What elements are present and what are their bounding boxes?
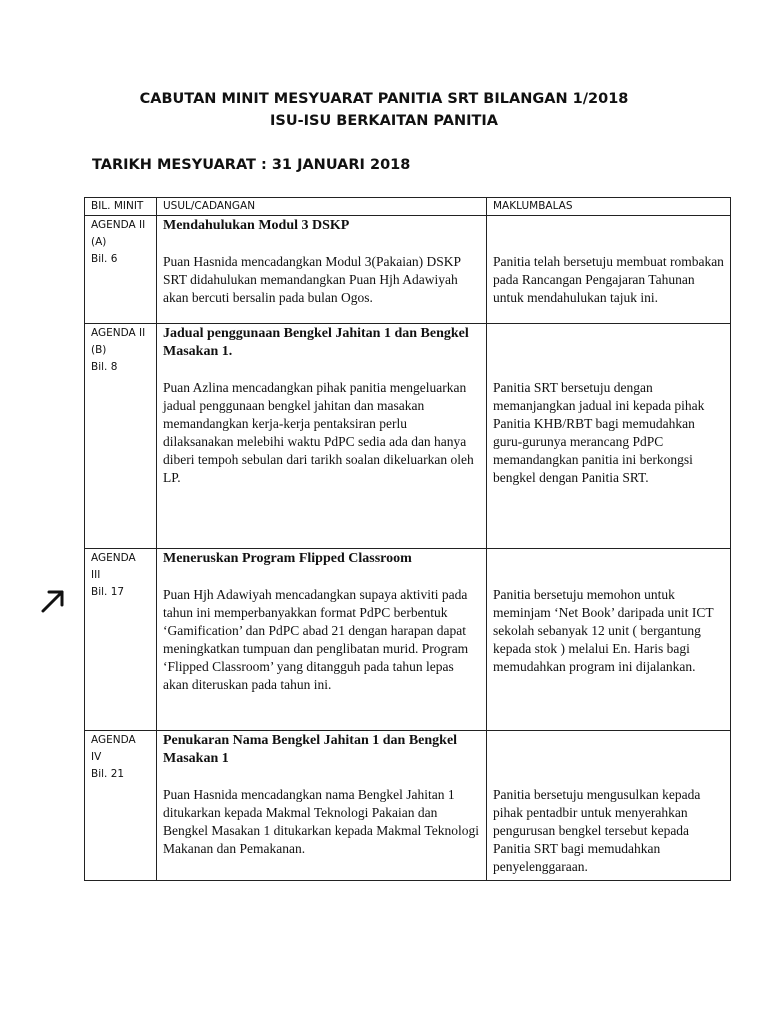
proposal-text: Puan Hasnida mencadangkan nama Bengkel Jahitan 1 ditukarkan kepada Makmal Teknologi Pakaian dan Bengkel Masakan 1 ditukarkan kepada Makmal Teknologi Makanan dan Pemakanan. bbox=[163, 787, 479, 856]
response-text: Panitia bersetuju memohon untuk meminjam ‘Net Book’ daripada unit ICT sekolah sebanyak 12 unit ( bergantung kepada stok ) melalui En. Haris bagi memudahkan program ini dijalankan. bbox=[493, 587, 714, 674]
table-row bbox=[85, 324, 731, 549]
minute-number-cell bbox=[85, 549, 157, 731]
response-text: Panitia bersetuju mengusulkan kepada pihak pentadbir untuk menyerahkan pengurusan bengkel tersebut kepada Panitia SRT bagi memudahkan penyelenggaraan. bbox=[493, 787, 701, 874]
proposal-cell bbox=[157, 549, 487, 731]
document-subtitle: ISU-ISU BERKAITAN PANITIA bbox=[270, 113, 498, 129]
document-title: CABUTAN MINIT MESYUARAT PANITIA SRT BILANGAN 1/2018 bbox=[139, 91, 629, 107]
minute-number-cell bbox=[85, 324, 157, 549]
meeting-date: TARIKH MESYUARAT : 31 JANUARI 2018 bbox=[92, 157, 411, 173]
column-header-response: MAKLUMBALAS bbox=[487, 198, 731, 216]
proposal-text: Puan Hjh Adawiyah mencadangkan supaya aktiviti pada tahun ini memperbanyakkan format PdPC berbentuk ‘Gamification’ dan PdPC abad 21 dengan harapan dapat meningkatkan tumpuan dan penglibatan murid. Program ‘Flipped Classroom’ yang ditangguh pada tahun lepas akan diteruskan pada tahun ini. bbox=[163, 587, 469, 692]
response-cell bbox=[487, 731, 731, 881]
minute-number: AGENDA II (A) Bil. 6 bbox=[91, 219, 146, 265]
proposal-cell bbox=[157, 324, 487, 549]
arrow-up-right-icon bbox=[38, 586, 68, 616]
column-header-bil: BIL. MINIT bbox=[85, 198, 157, 216]
table-row bbox=[85, 549, 731, 731]
minute-number-cell bbox=[85, 216, 157, 324]
response-cell bbox=[487, 324, 731, 549]
response-cell bbox=[487, 549, 731, 731]
minutes-table bbox=[84, 197, 731, 881]
response-cell bbox=[487, 216, 731, 324]
response-text: Panitia telah bersetuju membuat rombakan pada Rancangan Pengajaran Tahunan untuk mendahulukan tajuk ini. bbox=[493, 254, 724, 305]
proposal-text: Puan Hasnida mencadangkan Modul 3(Pakaian) DSKP SRT didahulukan memandangkan Puan Hjh Adawiyah akan bercuti bersalin pada bulan Ogos. bbox=[163, 254, 461, 305]
table-header-row bbox=[85, 198, 731, 216]
response-text: Panitia SRT bersetuju dengan memanjangkan jadual ini kepada pihak Panitia KHB/RBT bagi memudahkan guru-gurunya merancang PdPC memandangkan panitia ini berkongsi bengkel dengan Panitia SRT. bbox=[493, 380, 705, 485]
minute-number: AGENDA III Bil. 17 bbox=[91, 552, 136, 598]
minute-number-cell bbox=[85, 731, 157, 881]
table-row bbox=[85, 216, 731, 324]
table-row bbox=[85, 731, 731, 881]
item-title: Penukaran Nama Bengkel Jahitan 1 dan Bengkel Masakan 1 bbox=[163, 733, 458, 766]
item-title: Mendahulukan Modul 3 DSKP bbox=[163, 218, 350, 233]
item-title: Meneruskan Program Flipped Classroom bbox=[163, 551, 412, 566]
minute-number: AGENDA IV Bil. 21 bbox=[91, 734, 136, 780]
proposal-cell bbox=[157, 216, 487, 324]
minute-number: AGENDA II (B) Bil. 8 bbox=[91, 327, 146, 373]
column-header-proposal: USUL/CADANGAN bbox=[157, 198, 487, 216]
item-title: Jadual penggunaan Bengkel Jahitan 1 dan Bengkel Masakan 1. bbox=[163, 326, 469, 359]
proposal-cell bbox=[157, 731, 487, 881]
proposal-text: Puan Azlina mencadangkan pihak panitia mengeluarkan jadual penggunaan bengkel jahitan dan masakan memandangkan kerja-kerja pentaksiran perlu dilaksanakan melebihi waktu PdPC sedia ada dan hanya diberi tempoh sebulan dari tarikh soalan dikeluarkan oleh LP. bbox=[163, 380, 474, 485]
